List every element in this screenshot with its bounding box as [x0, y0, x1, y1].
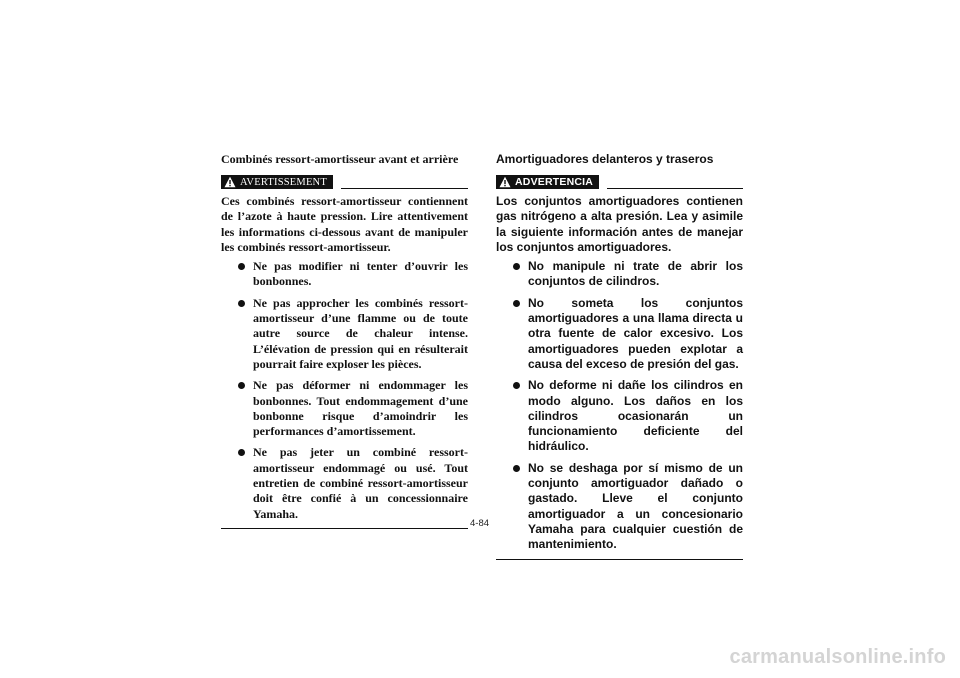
list-item: Ne pas modifier ni tenter d’ouvrir les bonbonnes. — [221, 259, 468, 290]
list-item: No manipule ni trate de abrir los conjuntos de cilindros. — [496, 259, 743, 290]
list-item: Ne pas déformer ni endommager les bonbonnes. Tout endommagement d’une bonbonne risque d’amoindrir les performances d’amortissement. — [221, 378, 468, 439]
page-number: 4-84 — [470, 518, 490, 529]
list-item: No deforme ni dañe los cilindros en modo alguno. Los daños en los cilindros ocasionarán un funcionamiento deficiente del hidráulico. — [496, 378, 743, 454]
list-item: Ne pas jeter un combiné ressort-amortisseur endommagé ou usé. Tout entretien de combiné ressort-amortisseur doit être confié à un concessionnaire Yamaha. — [221, 445, 468, 521]
warning-list — [221, 259, 468, 522]
list-item: No someta los conjuntos amortiguadores a una llama directa u otra fuente de calor excesivo. Los amortiguadores pueden explotar a causa del exceso de presión del gas. — [496, 296, 743, 372]
warning-header — [221, 173, 468, 189]
bullet-dot-icon — [238, 382, 245, 389]
french-column — [221, 152, 468, 529]
bullet-dot-icon — [513, 263, 520, 270]
warning-end-rule — [221, 528, 468, 529]
list-item: Ne pas approcher les combinés ressort-amortisseur d’une flamme ou de toute autre source de chaleur intense. L’élévation de pression qui en résulterait pourrait faire exploser les pièces. — [221, 296, 468, 372]
bullet-dot-icon — [513, 382, 520, 389]
bullet-dot-icon — [238, 449, 245, 456]
warning-header — [496, 173, 743, 189]
warning-badge — [496, 175, 599, 189]
warning-list — [496, 259, 743, 552]
warning-rule — [341, 188, 468, 189]
warning-badge — [221, 175, 333, 189]
spanish-column — [496, 152, 743, 560]
warning-label: ADVERTENCIA — [515, 176, 594, 188]
warning-intro: Los conjuntos amortiguadores contienen gas nitrógeno a alta presión. Lea y asimile la siguiente información antes de manejar los conjuntos amortiguadores. — [496, 194, 743, 254]
warning-end-rule — [496, 559, 743, 560]
warning-label: AVERTISSEMENT — [240, 176, 327, 188]
watermark: carmanualsonline.info — [729, 646, 946, 668]
bullet-dot-icon — [238, 263, 245, 270]
warning-intro: Ces combinés ressort-amortisseur contiennent de l’azote à haute pression. Lire attentivement les informations ci-dessous avant de manipuler les combinés ressort-amortisseur. — [221, 194, 468, 254]
section-heading: Combinés ressort-amortisseur avant et arrière — [221, 152, 459, 166]
bullet-dot-icon — [513, 300, 520, 307]
warning-triangle-icon — [224, 176, 236, 188]
bullet-dot-icon — [238, 300, 245, 307]
section-heading: Amortiguadores delanteros y traseros — [496, 152, 714, 166]
warning-triangle-icon — [499, 176, 511, 188]
bullet-dot-icon — [513, 465, 520, 472]
warning-rule — [607, 188, 743, 189]
list-item: No se deshaga por sí mismo de un conjunto amortiguador dañado o gastado. Lleve el conjunto amortiguador a un concesionario Yamaha para cualquier cuestión de mantenimiento. — [496, 461, 743, 553]
